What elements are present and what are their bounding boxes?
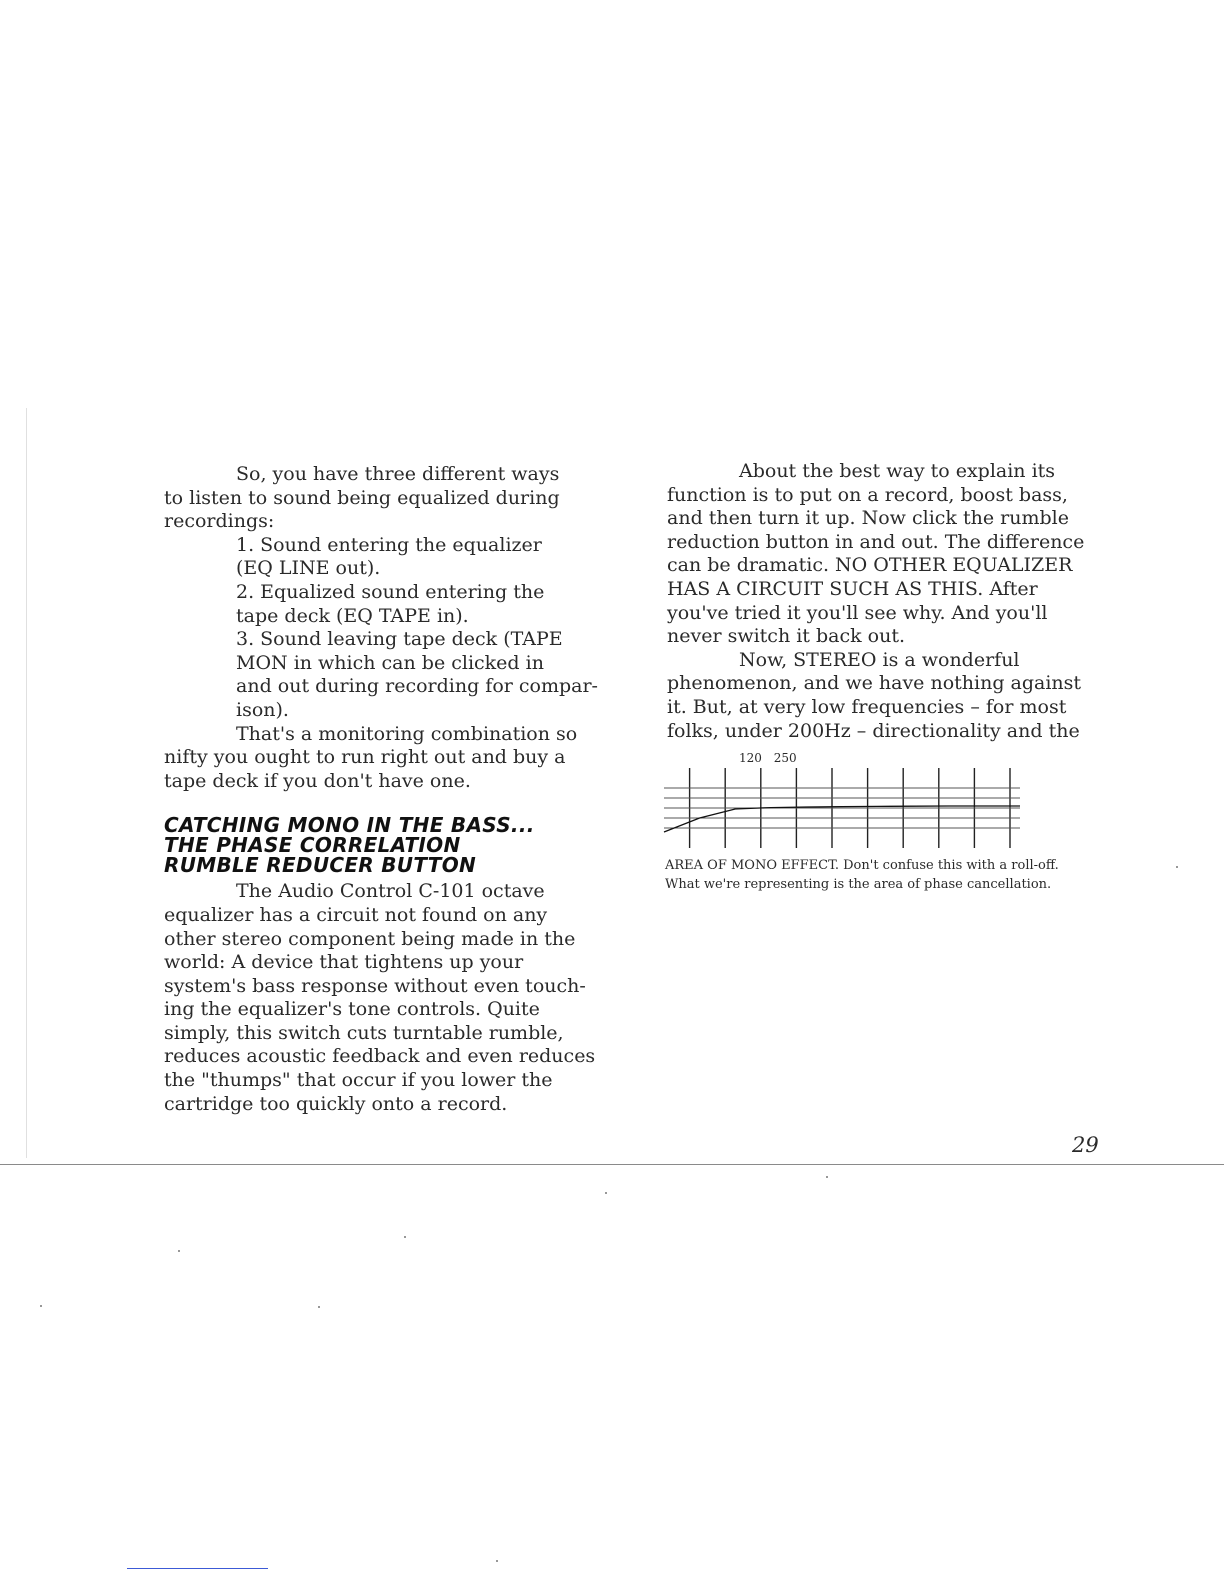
list-item-1 <box>236 534 604 581</box>
intro-line: So, you have three different ways <box>236 463 560 485</box>
right-column <box>667 460 1117 771</box>
scan-speck <box>404 1236 406 1238</box>
intro-line: recordings: <box>164 510 275 533</box>
caption-line: What we're representing is the area of phase cancellation. <box>665 877 1052 892</box>
scan-speck <box>318 1306 320 1308</box>
list-line: and out during recording for compar- <box>236 675 598 698</box>
para-line: never switch it back out. <box>667 625 906 648</box>
tick-label-250: 250 <box>773 751 797 766</box>
para-line: function is to put on a record, boost bass, <box>667 483 1068 506</box>
left-column <box>164 463 604 1116</box>
para-line: and then turn it up. Now click the rumble <box>667 507 1069 530</box>
closing-line: tape deck if you don't have one. <box>164 769 471 792</box>
body-line: other stereo component being made in the <box>164 927 576 950</box>
para-line: reduction button in and out. The difference <box>667 530 1085 553</box>
closing-line: That's a monitoring combination so <box>236 722 578 745</box>
page-number: 29 <box>1072 1133 1099 1157</box>
intro-line: to listen to sound being equalized during <box>164 486 560 509</box>
list-line: 3. Sound leaving tape deck (TAPE <box>236 628 563 651</box>
para-line: you've tried it you'll see why. And you'll <box>667 601 1048 624</box>
body-line: reduces acoustic feedback and even reduces <box>164 1045 596 1068</box>
body-line: world: A device that tightens up your <box>164 951 524 974</box>
para-line: folks, under 200Hz – directionality and the <box>667 719 1080 742</box>
scan-speck <box>496 1560 498 1562</box>
para-line: HAS A CIRCUIT SUCH AS THIS. After <box>667 577 1038 600</box>
scan-speck <box>826 1176 828 1178</box>
list-line: MON in which can be clicked in <box>236 651 544 674</box>
caption-line: AREA OF MONO EFFECT. Don't confuse this with a roll-off. <box>665 858 1059 873</box>
list-item-2 <box>236 581 604 628</box>
para-line: it. But, at very low frequencies – for most <box>667 695 1067 718</box>
scan-speck <box>40 1305 42 1307</box>
list-line: tape deck (EQ TAPE in). <box>236 604 469 627</box>
footer-blue-line <box>127 1568 268 1569</box>
section-heading <box>164 813 604 878</box>
para-line: Now, STEREO is a wonderful <box>739 648 1020 671</box>
body-line: the "thumps" that occur if you lower the <box>164 1069 553 1092</box>
heading-line: THE PHASE CORRELATION <box>164 833 461 858</box>
closing-line: nifty you ought to run right out and buy a <box>164 746 566 769</box>
heading-line: CATCHING MONO IN THE BASS... <box>164 813 535 838</box>
list-line: ison). <box>236 698 289 721</box>
scan-speck <box>178 1250 180 1252</box>
body-line: simply, this switch cuts turntable rumble, <box>164 1021 564 1044</box>
body-line: The Audio Control C-101 octave <box>236 880 545 903</box>
body-line: equalizer has a circuit not found on any <box>164 903 548 926</box>
body-line: cartridge too quickly onto a record. <box>164 1092 508 1115</box>
scan-speck <box>1176 866 1178 868</box>
body-line: system's bass response without even touch- <box>164 974 586 997</box>
heading-line: RUMBLE REDUCER BUTTON <box>164 853 477 878</box>
para-line: About the best way to explain its <box>739 460 1056 482</box>
scan-speck <box>605 1192 607 1194</box>
list-line: 2. Equalized sound entering the <box>236 580 545 603</box>
list-line: 1. Sound entering the equalizer <box>236 533 542 556</box>
tick-label-120: 120 <box>739 751 762 766</box>
chart-caption <box>665 856 1165 894</box>
mono-effect-chart <box>660 762 1030 852</box>
para-line: phenomenon, and we have nothing against <box>667 672 1082 695</box>
page-bottom-rule <box>0 1164 1224 1165</box>
para-line: can be dramatic. NO OTHER EQUALIZER <box>667 554 1073 577</box>
list-item-3 <box>236 628 604 722</box>
list-line: (EQ LINE out). <box>236 557 381 580</box>
body-line: ing the equalizer's tone controls. Quite <box>164 998 540 1021</box>
scan-edge-line <box>26 408 27 1158</box>
